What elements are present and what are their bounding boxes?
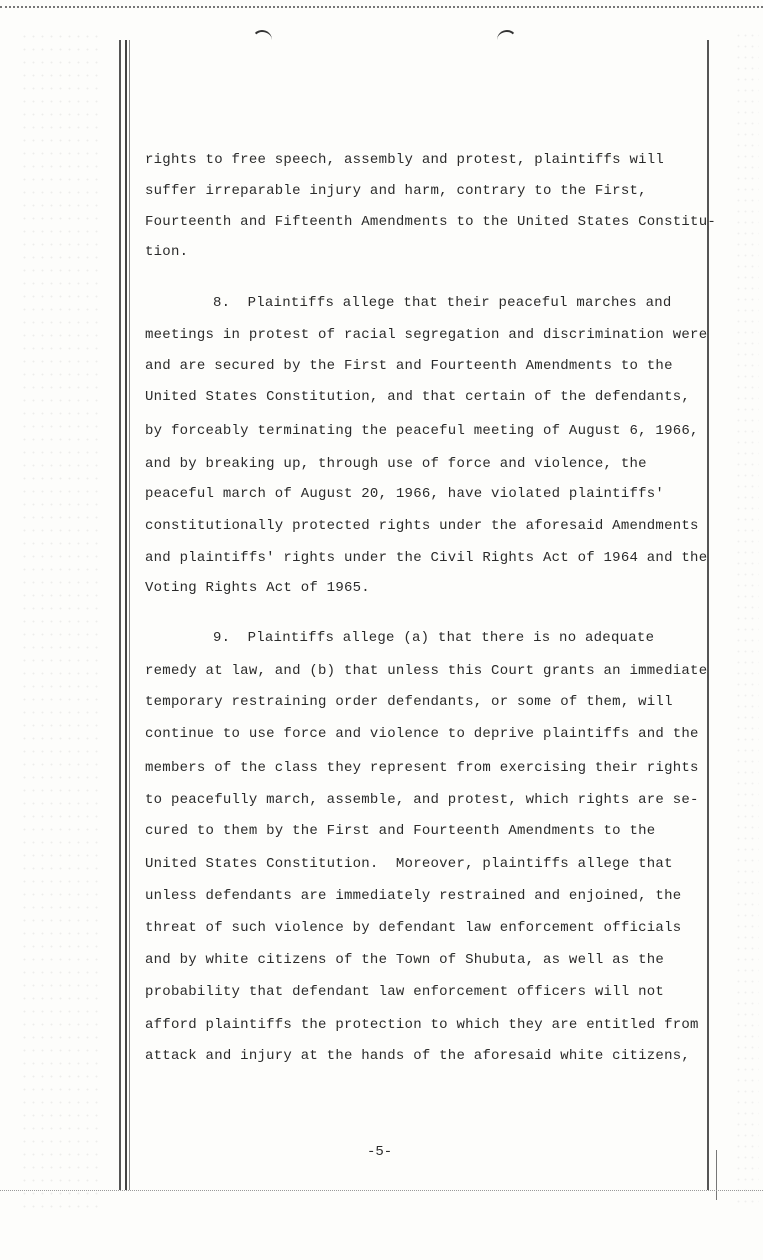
body-text-line: remedy at law, and (b) that unless this Court grants an immediate <box>145 663 708 679</box>
top-page-edge <box>0 0 763 8</box>
body-text-line: meetings in protest of racial segregation and discrimination were <box>145 327 708 343</box>
body-text-line: afford plaintiffs the protection to which they are entitled from <box>145 1017 699 1033</box>
body-text-line: and by breaking up, through use of force and violence, the <box>145 456 647 472</box>
paragraph-8-start: 8. Plaintiffs allege that their peaceful marches and <box>213 295 672 311</box>
body-text-line: unless defendants are immediately restrained and enjoined, the <box>145 888 682 904</box>
right-margin-scan-noise <box>735 30 759 1210</box>
left-margin-rule-inner <box>125 40 127 1190</box>
right-margin-rule-tail <box>716 1150 717 1200</box>
body-text-line: temporary restraining order defendants, or some of them, will <box>145 694 673 710</box>
body-text-line: and are secured by the First and Fourteenth Amendments to the <box>145 358 673 374</box>
body-text-line: cured to them by the First and Fourteenth Amendments to the <box>145 823 656 839</box>
body-text-line: continue to use force and violence to deprive plaintiffs and the <box>145 726 699 742</box>
body-text-line: by forceably terminating the peaceful meeting of August 6, 1966, <box>145 423 699 439</box>
body-text-line: and plaintiffs' rights under the Civil Rights Act of 1964 and the <box>145 550 708 566</box>
body-text-line: and by white citizens of the Town of Shubuta, as well as the <box>145 952 665 968</box>
body-text-line: tion. <box>145 244 189 260</box>
body-text-line: United States Constitution. Moreover, plaintiffs allege that <box>145 856 673 872</box>
left-margin-rule <box>119 40 121 1190</box>
page-number: -5- <box>367 1144 393 1160</box>
body-text-line: peaceful march of August 20, 1966, have violated plaintiffs' <box>145 486 665 502</box>
body-text-line: members of the class they represent from exercising their rights <box>145 760 699 776</box>
body-text-line: probability that defendant law enforcement officers will not <box>145 984 665 1000</box>
punch-mark-left <box>252 30 272 40</box>
body-text-line: constitutionally protected rights under the aforesaid Amendments <box>145 518 699 534</box>
body-text-line: Fourteenth and Fifteenth Amendments to the United States Constitu- <box>145 214 716 230</box>
body-text-line: Voting Rights Act of 1965. <box>145 580 370 596</box>
body-text-line: to peacefully march, assemble, and protest, which rights are se- <box>145 792 699 808</box>
body-text-line: rights to free speech, assembly and protest, plaintiffs will <box>145 152 665 168</box>
body-text-line: United States Constitution, and that certain of the defendants, <box>145 389 691 405</box>
left-margin-scan-noise <box>20 30 100 1210</box>
body-text-line: threat of such violence by defendant law enforcement officials <box>145 920 682 936</box>
punch-mark-right <box>497 30 517 40</box>
bottom-page-edge <box>0 1190 763 1191</box>
body-text-line: attack and injury at the hands of the aforesaid white citizens, <box>145 1048 691 1064</box>
body-text-line: suffer irreparable injury and harm, contrary to the First, <box>145 183 647 199</box>
paragraph-9-start: 9. Plaintiffs allege (a) that there is no adequate <box>213 630 655 646</box>
left-margin-rule-faint <box>129 40 130 1190</box>
